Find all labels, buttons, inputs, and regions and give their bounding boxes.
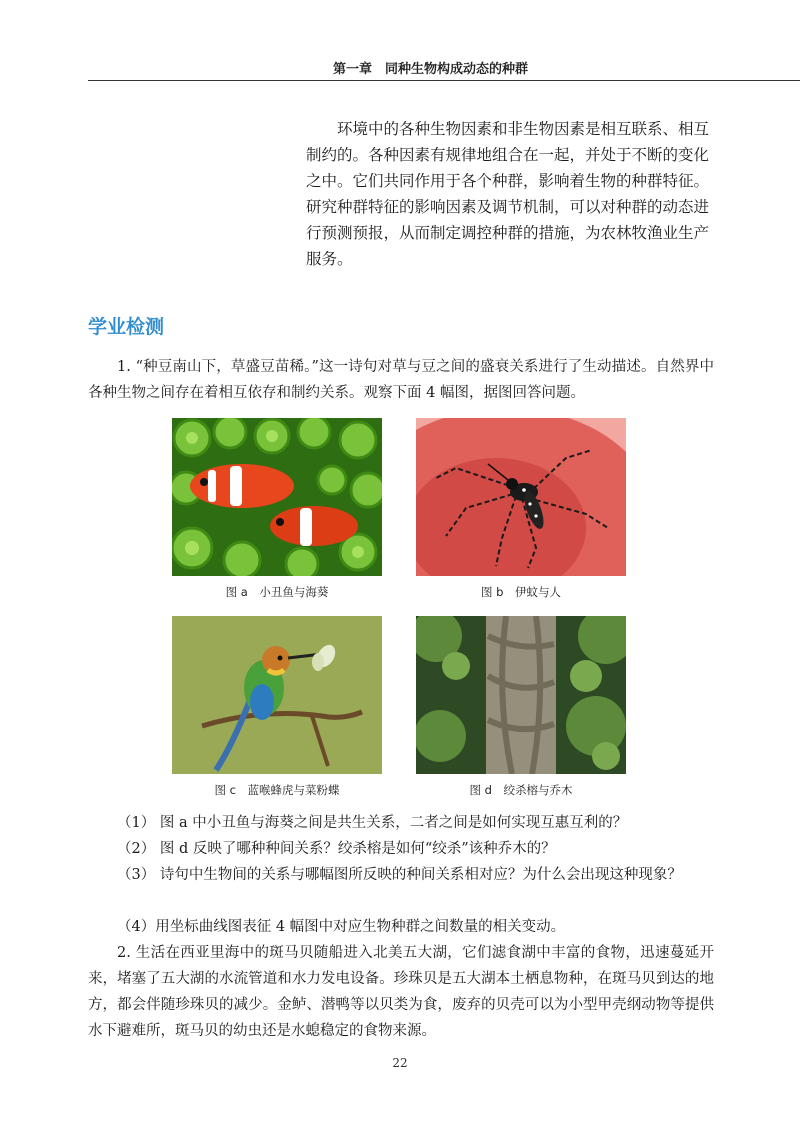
figure-c-photo	[172, 616, 382, 774]
figure-d-photo	[416, 616, 626, 774]
chapter-title: 第一章 同种生物构成动态的种群	[332, 62, 528, 77]
intro-paragraph: 环境中的各种生物因素和非生物因素是相互联系、相互制约的。各种因素有规律地组合在一起，并处于不断的变化之中。它们共同作用于各个种群，影响着生物的种群特征。研究种群特征的影响因素及调节机制，可以对种群的动态进行预测预报，从而制定调控种群的措施，为农林牧渔业生产服务。	[306, 120, 710, 268]
section-heading: 学业检测	[88, 316, 165, 338]
subquestion-1: （1） 图 a 中小丑鱼与海葵之间是共生关系，二者之间是如何实现互惠互利的？	[117, 815, 628, 831]
figure-a-photo	[172, 418, 382, 576]
figure-b-photo	[416, 418, 626, 576]
subquestion-4: （4）用坐标曲线图表征 4 幅图中对应生物种群之间数量的相关变动。	[117, 919, 566, 935]
page-number: 22	[392, 1056, 408, 1070]
figure-c-caption: 图 c 蓝喉蜂虎与菜粉蝶	[214, 783, 340, 797]
figure-a-caption: 图 a 小丑鱼与海葵	[225, 585, 329, 599]
question-2-text: 2. 生活在西亚里海中的斑马贝随船进入北美五大湖，它们滤食湖中丰富的食物，迅速蔓延开来，堵塞了五大湖的水流管道和水力发电设备。珍珠贝是五大湖本土栖息物种，在斑马贝到达的地方，都会伴随珍珠贝的减少。金鲈、潜鸭等以贝类为食，废弃的贝壳可以为小型甲壳纲动物等提供水下避难所，斑马贝的幼虫还是水螅稳定的食物来源。	[88, 945, 714, 1039]
figure-d-caption: 图 d 绞杀榕与乔木	[469, 783, 573, 797]
subquestion-2: （2） 图 d 反映了哪种种间关系？绞杀榕是如何“绞杀”该种乔木的？	[117, 841, 556, 857]
question-1-text: 1. “种豆南山下，草盛豆苗稀。”这一诗句对草与豆之间的盛衰关系进行了生动描述。自然界中各种生物之间存在着相互依存和制约关系。观察下面 4 幅图，据图回答问题。	[88, 359, 714, 401]
figure-b-caption: 图 b 伊蚊与人	[481, 585, 561, 599]
page-header	[88, 52, 800, 81]
subquestion-3: （3） 诗句中生物间的关系与哪幅图所反映的种间关系相对应？为什么会出现这种现象？	[117, 867, 682, 883]
